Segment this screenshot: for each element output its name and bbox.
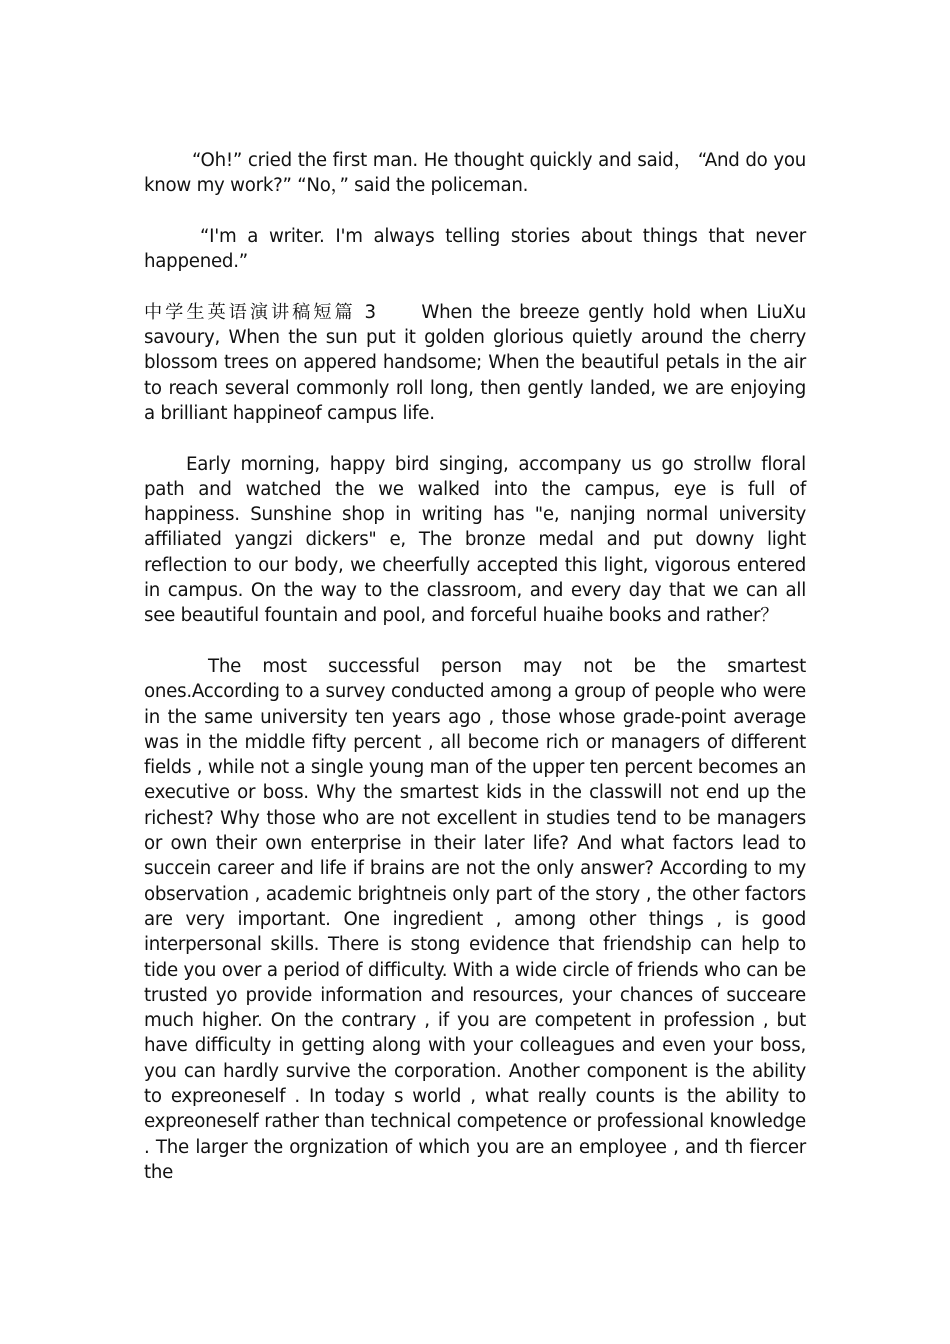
document-body	[144, 148, 806, 1185]
paragraph-early-morning: Early morning, happy bird singing, accompany us go strollw floral path and watched the we walked into the campus, eye is full of happiness. Sunshine shop in writing has "e, nanjing normal university affiliated yangzi dickers" e, The bronze medal and put downy light reflection to our body, we cheerfully accepted this light, vigorous entered in campus. On the way to the classroom, and every day that we can all see beautiful fountain and pool, and forceful huaihe books and rather？	[144, 453, 806, 627]
paragraph-speech-3-intro: 中学生英语演讲稿短篇 3 When the breeze gently hold when LiuXu savoury, When the sun put it golden glorious quietly around the cherry blossom trees on appered handsome; When the beautiful petals in the air to reach several commonly roll long, then gently landed, we are enjoying a brilliant happineof campus life.	[144, 301, 806, 424]
paragraph-most-successful: The most successful person may not be the smartest ones.According to a survey conducted among a group of people who were in the same university ten years ago , those whose grade-point average was in the middle fifty percent , all become rich or managers of different fields , while not a single young man of the upper ten percent becomes an executive or boss. Why the smartest kids in the classwill not end up the richest? Why those who are not excellent in studies tend to be managers or own their own enterprise in their later life? And what factors lead to succein career and life if brains are not the only answer? According to my observation , academic brightneis only part of the story , the other factors are very important. One ingredient , among other things , is good interpersonal skills. There is stong evidence that friendship can help to tide you over a period of difficulty. With a wide circle of friends who can be trusted yo provide information and resources, your chances of succeare much higher. On the contrary , if you are competent in profession , but have difficulty in getting along with your colleagues and even your boss, you can hardly survive the corporation. Another component is the ability to expreoneself . In today s world , what really counts is the ability to expreoneself rather than technical competence or professional knowledge . The larger the orgnization of which you are an employee , and th fiercer the	[144, 655, 806, 1183]
paragraph-dialogue-oh: “Oh!” cried the first man. He thought quickly and said， “And do you know my work?” “No，” said the policeman.	[144, 150, 806, 197]
paragraph-writer-quote: “I'm a writer. I'm always telling stories about things that never happened.”	[144, 225, 806, 273]
